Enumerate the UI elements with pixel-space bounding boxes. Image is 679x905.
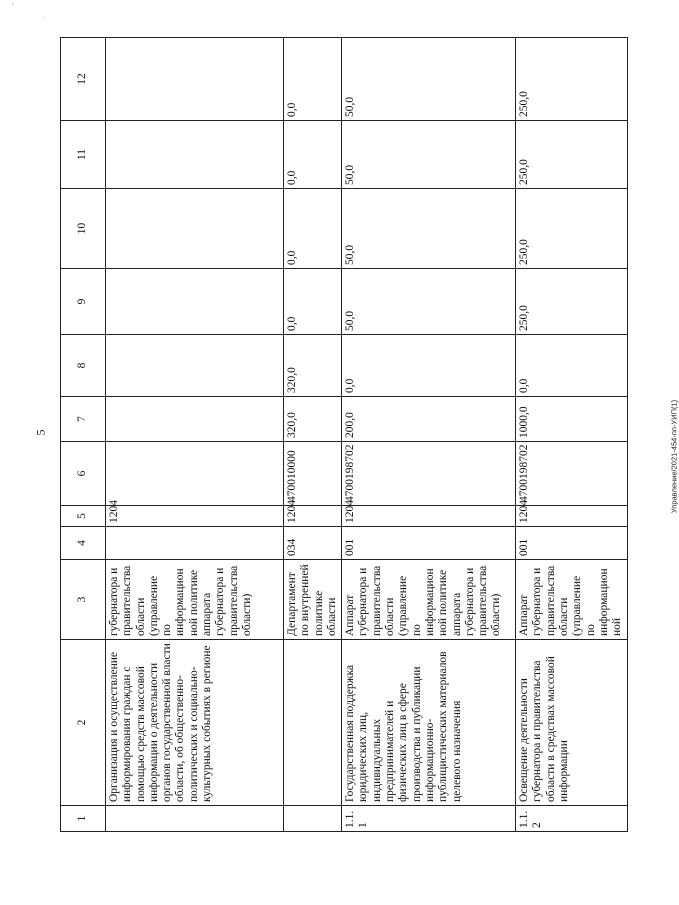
cell-event — [284, 640, 342, 806]
cell-value: 50,0 — [342, 121, 516, 189]
cell-value: 0,0 — [342, 335, 516, 397]
header-cell: 5 — [61, 506, 106, 527]
cell-value: 320,0 — [284, 397, 342, 442]
header-cell: 11 — [61, 121, 106, 189]
cell-event: Организация и осуществление информирования граждан с помощью средств массовой информации о деятельности органов государственной власти области, об общественно-политических и социально-культурных событиях в регионе — [106, 640, 284, 806]
cell-value — [106, 335, 284, 397]
header-cell: 4 — [61, 527, 106, 560]
header-row — [61, 38, 106, 832]
cell-value: 1000,0 — [516, 397, 627, 442]
cell-number: 1.1.1 — [342, 806, 516, 832]
cell-code: 470010000 — [284, 442, 342, 506]
header-cell: 6 — [61, 442, 106, 506]
cell-value: 200,0 — [342, 397, 516, 442]
cell-code: 1204 — [106, 506, 284, 527]
cell-code: 4700198702 — [516, 442, 627, 506]
cell-value: 0,0 — [284, 269, 342, 335]
table-row — [342, 38, 516, 832]
cell-code: 001 — [342, 527, 516, 560]
cell-executor: Аппарат губернатора и правительства области (управление по информационной — [516, 560, 627, 640]
cell-value: 320,0 — [284, 335, 342, 397]
table-row — [106, 38, 284, 832]
table-row — [284, 38, 342, 832]
cell-event: Освещение деятельности губернатора и правительства области в средствах массовой информации — [516, 640, 627, 806]
cell-code: 1204 — [284, 506, 342, 527]
cell-value — [106, 269, 284, 335]
rotated-table-frame — [60, 38, 624, 832]
header-cell: 8 — [61, 335, 106, 397]
cell-value — [106, 397, 284, 442]
page-number: 5 — [33, 429, 48, 436]
cell-code: 1204 — [342, 506, 516, 527]
cell-executor: Департамент по внутренней политике области — [284, 560, 342, 640]
cell-value: 0,0 — [284, 38, 342, 121]
cell-number: 1.1.2 — [516, 806, 627, 832]
budget-table — [60, 37, 628, 832]
cell-value: 50,0 — [342, 189, 516, 269]
cell-value: 50,0 — [342, 269, 516, 335]
cell-number — [284, 806, 342, 832]
header-cell: 2 — [61, 640, 106, 806]
cell-code: 4700198702 — [342, 442, 516, 506]
cell-code — [106, 442, 284, 506]
cell-value: 0,0 — [284, 121, 342, 189]
cell-value — [106, 38, 284, 121]
cell-value: 250,0 — [516, 189, 627, 269]
cell-code: 034 — [284, 527, 342, 560]
cell-value: 0,0 — [284, 189, 342, 269]
header-cell: 9 — [61, 269, 106, 335]
header-cell: 3 — [61, 560, 106, 640]
cell-value: 250,0 — [516, 38, 627, 121]
cell-value: 0,0 — [516, 335, 627, 397]
header-cell: 7 — [61, 397, 106, 442]
corner-mark: ' — [12, 3, 14, 9]
cell-number — [106, 806, 284, 832]
document-stamp: Управление/2021-454-пп-УИП(1) — [669, 399, 679, 514]
cell-event: Государственная поддержка юридических лиц, индивидуальных предпринимателей и физических лиц в сфере производства и публикации информационно-публицистических материалов целевого назначения — [342, 640, 516, 806]
cell-value: 250,0 — [516, 269, 627, 335]
cell-value — [106, 189, 284, 269]
corner-mark: . — [43, 14, 45, 20]
cell-code — [106, 527, 284, 560]
header-cell: 10 — [61, 189, 106, 269]
table-row — [516, 38, 627, 832]
cell-value: 250,0 — [516, 121, 627, 189]
cell-code: 1204 — [516, 506, 627, 527]
cell-code: 001 — [516, 527, 627, 560]
cell-executor: губернатора и правительства области (управление по информационной политике аппарата губернатора и правительства области) — [106, 560, 284, 640]
cell-executor: Аппарат губернатора и правительства области (управление по информационной политике аппарата губернатора и правительства области) — [342, 560, 516, 640]
header-cell: 12 — [61, 38, 106, 121]
cell-value: 50,0 — [342, 38, 516, 121]
header-cell: 1 — [61, 806, 106, 832]
cell-value — [106, 121, 284, 189]
